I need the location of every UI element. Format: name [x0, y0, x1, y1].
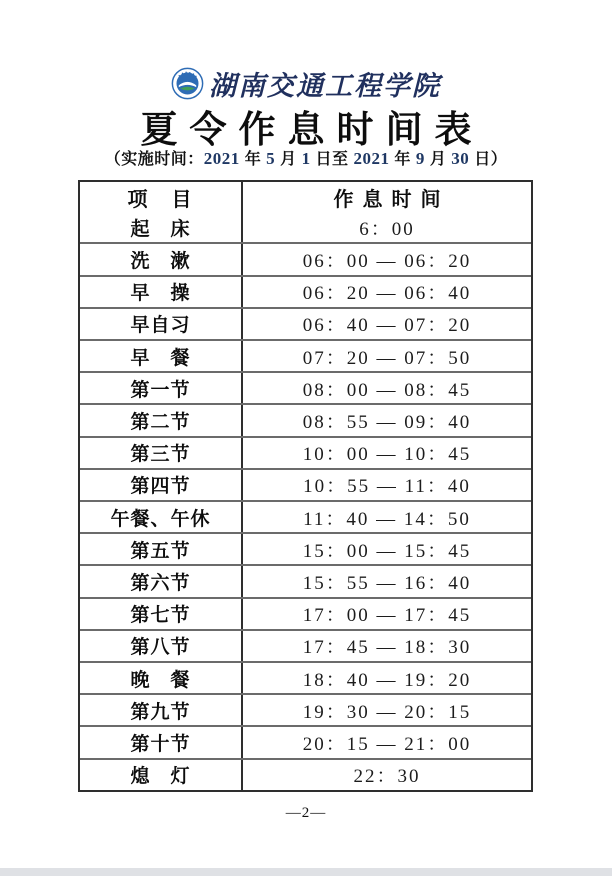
schedule-item-cell: 第四节 [80, 470, 243, 500]
schedule-item-cell: 熄 灯 [80, 760, 243, 790]
schedule-item-cell: 早 餐 [80, 341, 243, 371]
schedule-time-cell: 22：30 [353, 766, 421, 788]
schedule-time-cell: 08：00 — 08：45 [302, 379, 472, 401]
table-row [80, 212, 531, 242]
table-row [80, 339, 531, 371]
page-number: —2— [285, 805, 327, 821]
schedule-item-cell: 晚 餐 [80, 663, 243, 693]
schedule-time-cell: 06：20 — 06：40 [302, 283, 472, 305]
schedule-item-cell: 第五节 [80, 534, 243, 564]
schedule-time-cell: 6：00 [359, 218, 415, 240]
schedule-item-cell: 第七节 [80, 599, 243, 629]
schedule-time-cell: 19：30 — 20：15 [302, 701, 472, 723]
table-row [80, 597, 531, 629]
table-row [80, 468, 531, 500]
brand-line [0, 64, 612, 102]
table-row [80, 242, 531, 274]
document-title: 夏令作息时间表 [140, 109, 484, 150]
schedule-item-cell: 第六节 [80, 566, 243, 596]
school-logo-icon [171, 67, 204, 100]
schedule-item-cell: 早自习 [80, 309, 243, 339]
schedule-item-cell: 午餐、午休 [80, 502, 243, 532]
schedule-item-cell: 起 床 [80, 212, 243, 242]
table-row [80, 725, 531, 757]
school-name: 湖南交通工程学院 [209, 70, 441, 101]
schedule-table [78, 180, 533, 792]
table-row [80, 693, 531, 725]
table-row [80, 532, 531, 564]
table-row [80, 403, 531, 435]
table-row [80, 629, 531, 661]
schedule-time-cell: 06：40 — 07：20 [302, 315, 472, 337]
table-row [80, 275, 531, 307]
schedule-item-cell: 早 操 [80, 277, 243, 307]
schedule-time-cell: 10：55 — 11：40 [303, 476, 471, 498]
schedule-item-cell: 第二节 [80, 405, 243, 435]
page-edge-strip [0, 868, 612, 876]
schedule-time-cell: 07：20 — 07：50 [302, 347, 472, 369]
schedule-time-cell: 20：15 — 21：00 [302, 734, 472, 756]
table-row [80, 307, 531, 339]
schedule-time-cell: 17：45 — 18：30 [302, 637, 472, 659]
schedule-time-cell: 15：55 — 16：40 [302, 573, 472, 595]
schedule-time-cell: 18：40 — 19：20 [302, 669, 472, 691]
table-row [80, 371, 531, 403]
schedule-time-cell: 08：55 — 09：40 [302, 412, 472, 434]
schedule-time-cell: 15：00 — 15：45 [302, 540, 472, 562]
table-row [80, 564, 531, 596]
table-row [80, 436, 531, 468]
table-row [80, 758, 531, 790]
schedule-item-cell: 第十节 [80, 727, 243, 757]
schedule-time-cell: 10：00 — 10：45 [302, 444, 472, 466]
header-time-cell: 作息时间 [333, 188, 450, 211]
document-subtitle: （实施时间：2021 年 5 月 1 日至 2021 年 9 月 30 日） [104, 149, 508, 168]
header-item-cell: 项 目 [80, 182, 243, 212]
schedule-time-cell: 06：00 — 06：20 [302, 251, 472, 272]
schedule-item-cell: 洗 漱 [80, 244, 243, 274]
schedule-time-cell: 17：00 — 17：45 [302, 605, 472, 627]
table-header-row [80, 182, 531, 212]
table-row [80, 500, 531, 532]
schedule-item-cell: 第九节 [80, 695, 243, 725]
schedule-item-cell: 第一节 [80, 373, 243, 403]
schedule-item-cell: 第八节 [80, 631, 243, 661]
schedule-item-cell: 第三节 [80, 438, 243, 468]
schedule-time-cell: 11：40 — 14：50 [303, 508, 471, 530]
table-row [80, 661, 531, 693]
